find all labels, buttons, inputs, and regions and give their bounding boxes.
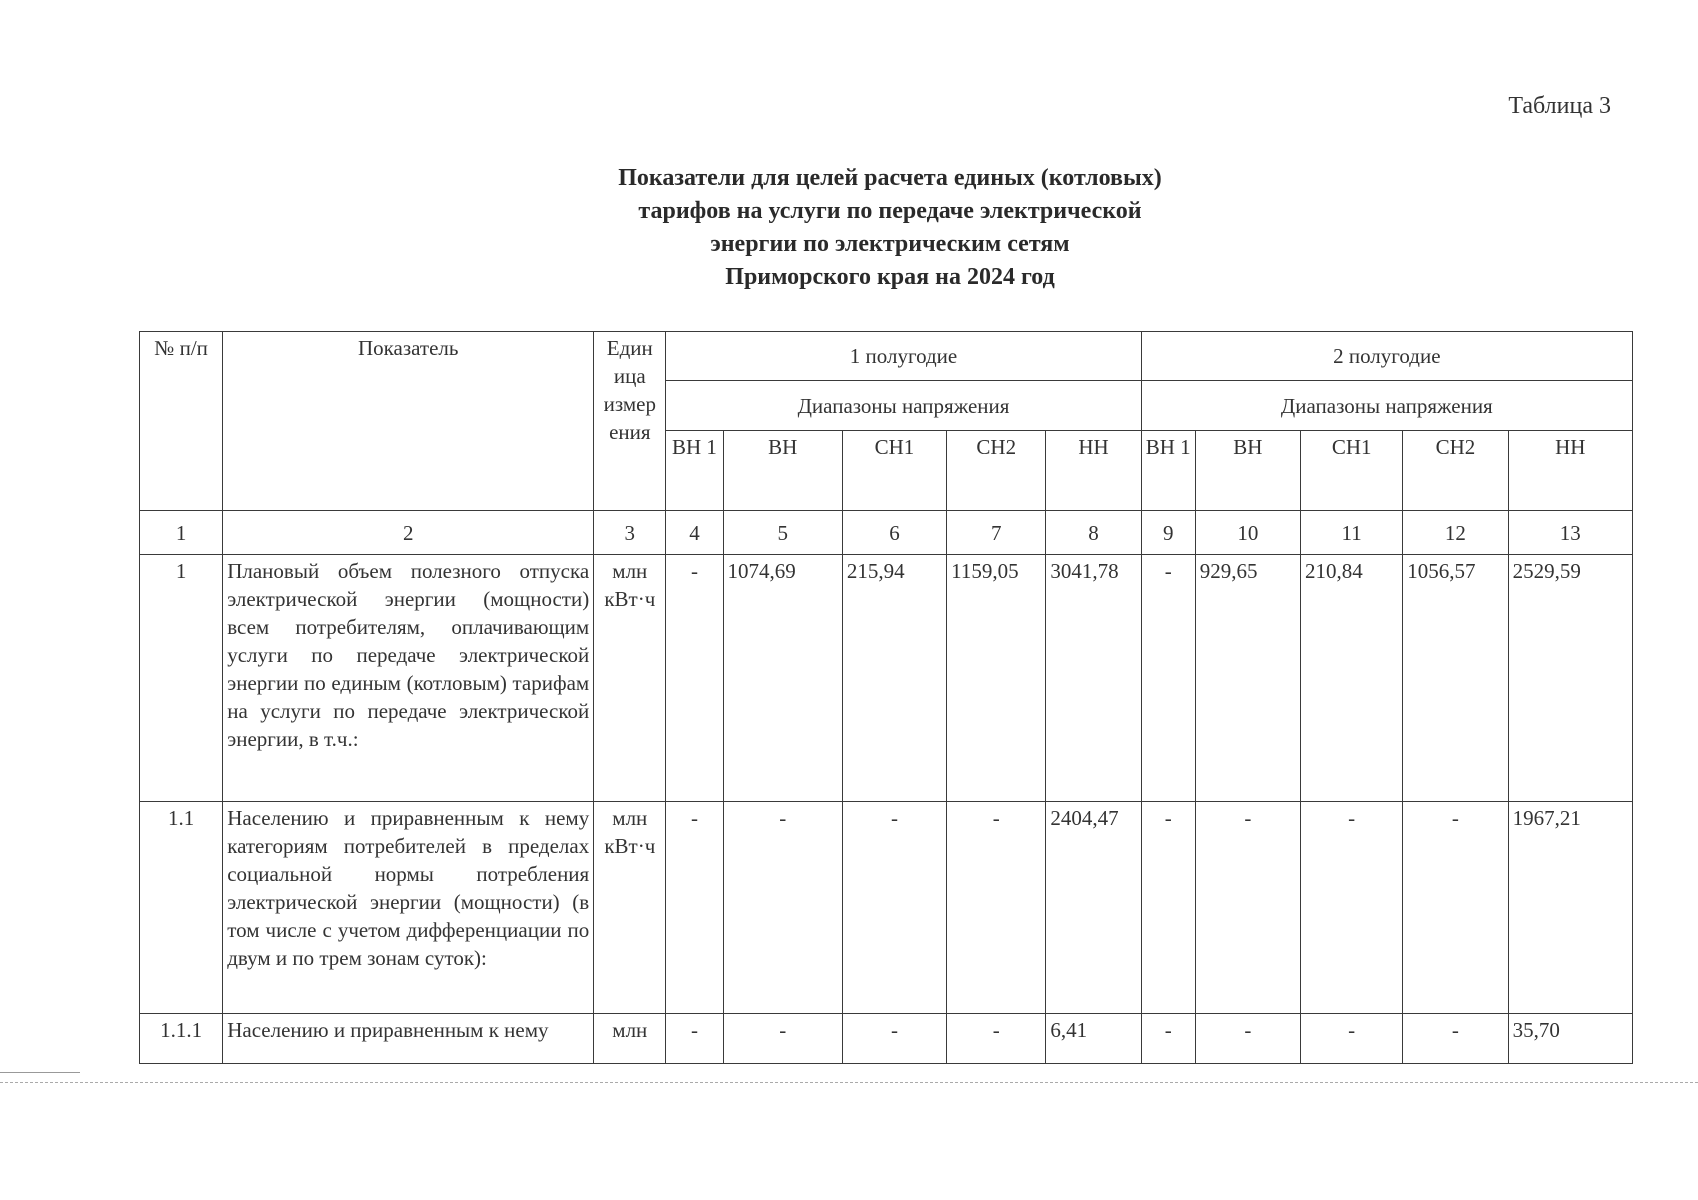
col-number: 11 bbox=[1301, 511, 1403, 555]
header-ranges-2: Диапазоны напряжения bbox=[1141, 381, 1632, 431]
value-sn1-h2: - bbox=[1301, 1014, 1403, 1064]
header-half1: 1 полугодие bbox=[666, 332, 1141, 381]
col-number: 2 bbox=[223, 511, 594, 555]
col-number: 7 bbox=[947, 511, 1046, 555]
value-vn1-h1: - bbox=[666, 802, 723, 1014]
header-nn-h1: НН bbox=[1046, 431, 1141, 511]
row-number: 1.1.1 bbox=[140, 1014, 223, 1064]
title-line-2: тарифов на услуги по передаче электрической bbox=[638, 198, 1142, 224]
col-number: 8 bbox=[1046, 511, 1141, 555]
table-row bbox=[140, 802, 1633, 1014]
value-nn-h1: 2404,47 bbox=[1046, 802, 1141, 1014]
value-vn1-h2: - bbox=[1141, 802, 1195, 1014]
header-ranges-1: Диапазоны напряжения bbox=[666, 381, 1141, 431]
col-number: 6 bbox=[842, 511, 946, 555]
value-sn1-h1: - bbox=[842, 802, 946, 1014]
header-vn1-h2: ВН 1 bbox=[1141, 431, 1195, 511]
header-nn-h2: НН bbox=[1508, 431, 1632, 511]
header-half2: 2 полугодие bbox=[1141, 332, 1632, 381]
value-vn-h2: - bbox=[1195, 802, 1300, 1014]
header-unit: Един ица измер ения bbox=[594, 332, 666, 511]
row-indicator: Населению и приравненным к нему категориям потребителей в пределах социальной нормы потребления электрической энергии (мощности) (в том числе с учетом дифференциации по двум и по трем зонам суток): bbox=[223, 802, 594, 1014]
indicators-table bbox=[139, 331, 1633, 1064]
value-vn-h1: - bbox=[723, 802, 842, 1014]
header-sn2-h2: СН2 bbox=[1403, 431, 1508, 511]
col-number: 5 bbox=[723, 511, 842, 555]
header-vn-h2: ВН bbox=[1195, 431, 1300, 511]
value-vn-h2: 929,65 bbox=[1195, 555, 1300, 802]
value-vn1-h2: - bbox=[1141, 555, 1195, 802]
col-number: 3 bbox=[594, 511, 666, 555]
col-number: 10 bbox=[1195, 511, 1300, 555]
header-sn2-h1: СН2 bbox=[947, 431, 1046, 511]
value-nn-h2: 35,70 bbox=[1508, 1014, 1632, 1064]
row-number: 1 bbox=[140, 555, 223, 802]
value-sn1-h2: 210,84 bbox=[1301, 555, 1403, 802]
title-line-3: энергии по электрическим сетям bbox=[710, 231, 1070, 257]
value-vn1-h1: - bbox=[666, 1014, 723, 1064]
value-nn-h2: 1967,21 bbox=[1508, 802, 1632, 1014]
col-number: 12 bbox=[1403, 511, 1508, 555]
value-sn1-h1: - bbox=[842, 1014, 946, 1064]
column-number-row bbox=[140, 511, 1633, 555]
header-indicator: Показатель bbox=[223, 332, 594, 511]
page-cut-line bbox=[0, 1082, 1698, 1083]
value-sn2-h2: 1056,57 bbox=[1403, 555, 1508, 802]
header-vn-h1: ВН bbox=[723, 431, 842, 511]
value-sn2-h2: - bbox=[1403, 1014, 1508, 1064]
row-unit: млн кВт·ч bbox=[594, 555, 666, 802]
col-number: 4 bbox=[666, 511, 723, 555]
value-sn1-h2: - bbox=[1301, 802, 1403, 1014]
value-vn-h1: - bbox=[723, 1014, 842, 1064]
value-nn-h1: 6,41 bbox=[1046, 1014, 1141, 1064]
header-num: № п/п bbox=[140, 332, 223, 511]
header-sn1-h2: СН1 bbox=[1301, 431, 1403, 511]
row-unit: млн кВт·ч bbox=[594, 802, 666, 1014]
value-sn2-h1: 1159,05 bbox=[947, 555, 1046, 802]
value-vn1-h2: - bbox=[1141, 1014, 1195, 1064]
value-nn-h2: 2529,59 bbox=[1508, 555, 1632, 802]
table-row bbox=[140, 1014, 1633, 1064]
header-vn1-h1: ВН 1 bbox=[666, 431, 723, 511]
row-indicator: Плановый объем полезного отпуска электрической энергии (мощности) всем потребителям, оплачивающим услуги по передаче электрической энергии по единым (котловым) тарифам на услуги по передаче электрической энергии, в т.ч.: bbox=[223, 555, 594, 802]
value-sn1-h1: 215,94 bbox=[842, 555, 946, 802]
col-number: 13 bbox=[1508, 511, 1632, 555]
row-indicator: Населению и приравненным к нему bbox=[223, 1014, 594, 1064]
header-sn1-h1: СН1 bbox=[842, 431, 946, 511]
value-vn-h2: - bbox=[1195, 1014, 1300, 1064]
row-unit: млн bbox=[594, 1014, 666, 1064]
value-nn-h1: 3041,78 bbox=[1046, 555, 1141, 802]
col-number: 9 bbox=[1141, 511, 1195, 555]
value-sn2-h1: - bbox=[947, 802, 1046, 1014]
table-label: Таблица 3 bbox=[1508, 93, 1611, 119]
document-title bbox=[0, 162, 1698, 294]
value-vn-h1: 1074,69 bbox=[723, 555, 842, 802]
value-vn1-h1: - bbox=[666, 555, 723, 802]
col-number: 1 bbox=[140, 511, 223, 555]
scan-artifact-line bbox=[0, 1072, 80, 1073]
title-line-1: Показатели для целей расчета единых (котловых) bbox=[618, 165, 1162, 191]
value-sn2-h2: - bbox=[1403, 802, 1508, 1014]
title-line-4: Приморского края на 2024 год bbox=[725, 264, 1055, 290]
value-sn2-h1: - bbox=[947, 1014, 1046, 1064]
table-row bbox=[140, 555, 1633, 802]
row-number: 1.1 bbox=[140, 802, 223, 1014]
